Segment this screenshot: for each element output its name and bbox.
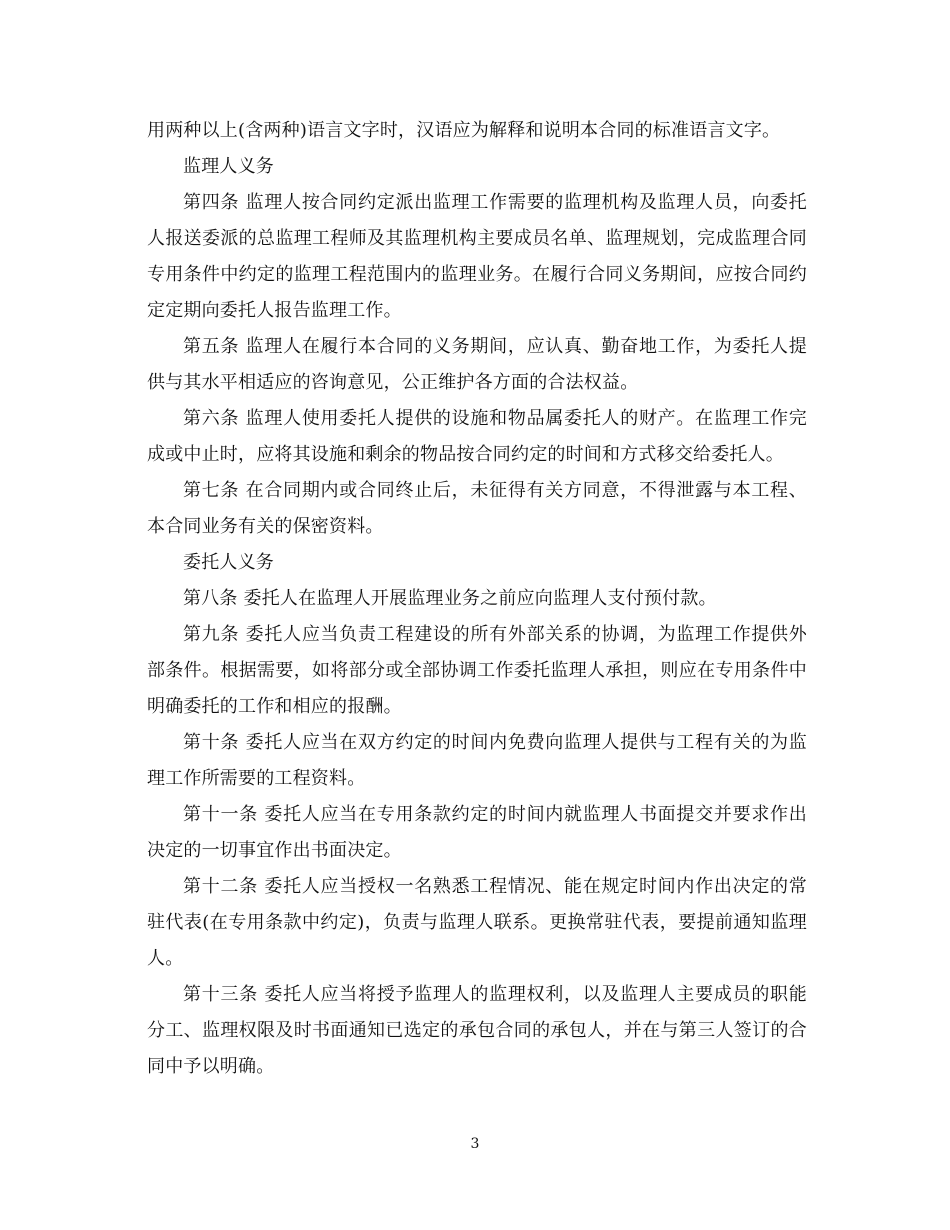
article-9: 第九条 委托人应当负责工程建设的所有外部关系的协调，为监理工作提供外部条件。根据需要，如将部分或全部协调工作委托监理人承担，则应在专用条件中明确委托的工作和相应的报酬。 <box>147 624 807 717</box>
article-6: 第六条 监理人使用委托人提供的设施和物品属委托人的财产。在监理工作完成或中止时，应将其设施和剩余的物品按合同约定的时间和方式移交给委托人。 <box>147 408 807 465</box>
article-5: 第五条 监理人在履行本合同的义务期间，应认真、勤奋地工作，为委托人提供与其水平相适应的咨询意见，公正维护各方面的合法权益。 <box>147 336 807 393</box>
article-10: 第十条 委托人应当在双方约定的时间内免费向监理人提供与工程有关的为监理工作所需要的工程资料。 <box>147 732 807 789</box>
article-8: 第八条 委托人在监理人开展监理业务之前应向监理人支付预付款。 <box>183 588 717 609</box>
paragraph-continuation: 用两种以上(含两种)语言文字时，汉语应为解释和说明本合同的标准语言文字。 <box>147 120 781 141</box>
article-12: 第十二条 委托人应当授权一名熟悉工程情况、能在规定时间内作出决定的常驻代表(在专用条款中约定)，负责与监理人联系。更换常驻代表，要提前通知监理人。 <box>147 876 807 969</box>
section-heading-supervisor-obligations: 监理人义务 <box>183 156 274 177</box>
article-4: 第四条 监理人按合同约定派出监理工作需要的监理机构及监理人员，向委托人报送委派的总监理工程师及其监理机构主要成员名单、监理规划，完成监理合同专用条件中约定的监理工程范围内的监理业务。在履行合同义务期间，应按合同约定定期向委托人报告监理工作。 <box>147 192 807 321</box>
section-heading-client-obligations: 委托人义务 <box>183 552 274 573</box>
document-body <box>147 113 807 1085</box>
page-number: 3 <box>470 1136 480 1152</box>
article-13: 第十三条 委托人应当将授予监理人的监理权利，以及监理人主要成员的职能分工、监理权限及时书面通知已选定的承包合同的承包人，并在与第三人签订的合同中予以明确。 <box>147 984 807 1077</box>
article-7: 第七条 在合同期内或合同终止后，未征得有关方同意，不得泄露与本工程、本合同业务有关的保密资料。 <box>147 480 807 537</box>
article-11: 第十一条 委托人应当在专用条款约定的时间内就监理人书面提交并要求作出决定的一切事宜作出书面决定。 <box>147 804 807 861</box>
